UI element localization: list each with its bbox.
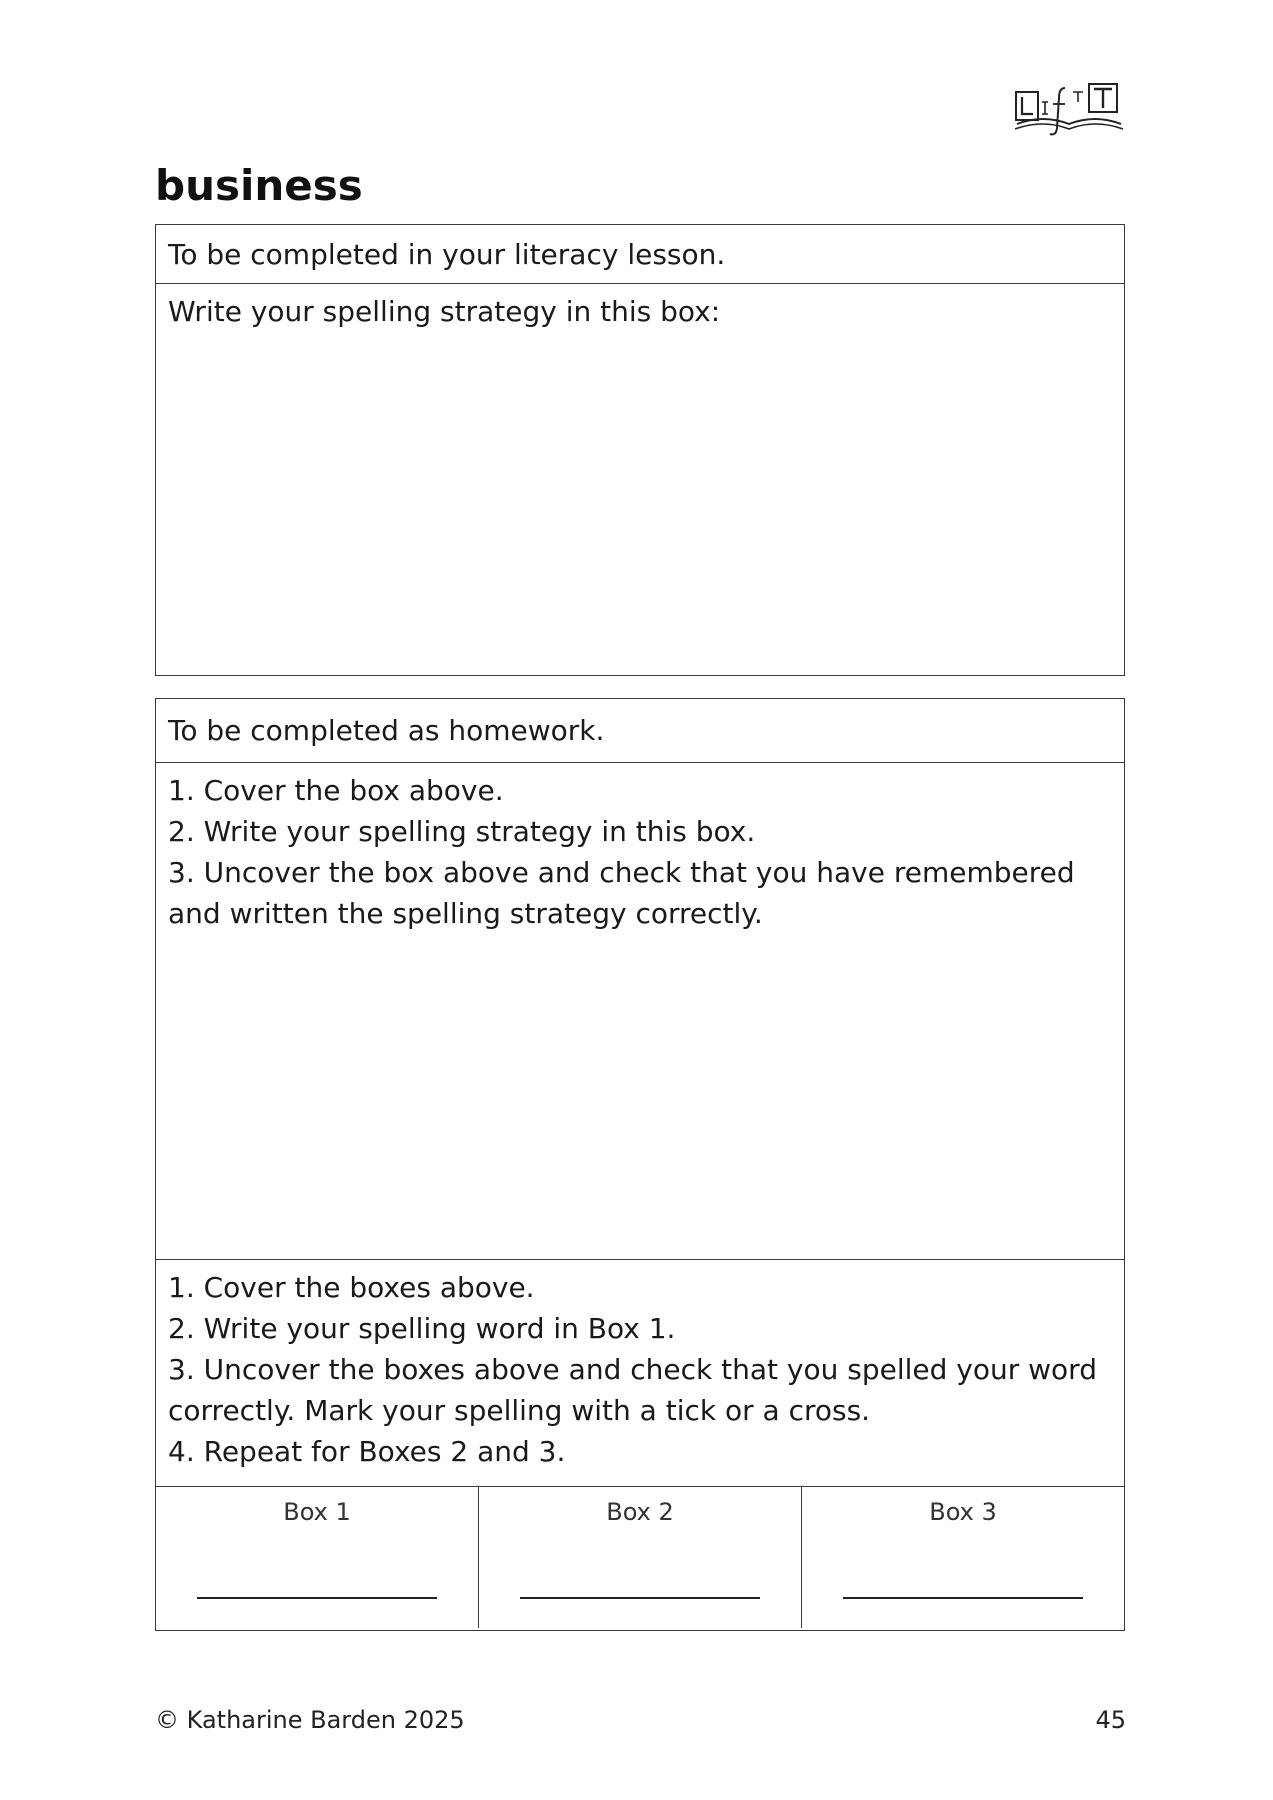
page-number: 45 — [1095, 1706, 1126, 1734]
page-title: business — [155, 161, 363, 210]
lifft-logo — [1013, 80, 1125, 140]
copyright-text: © Katharine Barden 2025 — [155, 1706, 465, 1734]
answer-writing-line[interactable] — [520, 1597, 760, 1599]
answer-box-label: Box 3 — [929, 1498, 997, 1526]
strategy-prompt: Write your spelling strategy in this box: — [168, 295, 721, 328]
strategy-writing-area[interactable] — [156, 284, 1124, 332]
lesson-box — [155, 224, 1125, 676]
answer-boxes-row — [156, 1487, 1124, 1628]
spelling-step: 1. Cover the boxes above. — [168, 1271, 535, 1304]
spelling-step: 4. Repeat for Boxes 2 and 3. — [168, 1435, 566, 1468]
lesson-header: To be completed in your literacy lesson. — [156, 225, 1124, 284]
open-book-logo-icon — [1013, 80, 1125, 140]
homework-box — [155, 698, 1125, 1631]
spelling-step: 3. Uncover the boxes above and check that you spelled your word correctly. Mark your spelling with a tick or a cross. — [168, 1353, 1097, 1427]
strategy-recall-area[interactable] — [156, 763, 1124, 1260]
answer-box-1[interactable] — [156, 1487, 479, 1628]
answer-box-3[interactable] — [802, 1487, 1124, 1628]
answer-box-label: Box 2 — [606, 1498, 674, 1526]
homework-header: To be completed as homework. — [156, 699, 1124, 763]
strategy-step: 3. Uncover the box above and check that you have remembered and written the spelling strategy correctly. — [168, 856, 1075, 930]
answer-box-2[interactable] — [479, 1487, 802, 1628]
spelling-step: 2. Write your spelling word in Box 1. — [168, 1312, 676, 1345]
answer-writing-line[interactable] — [843, 1597, 1083, 1599]
strategy-step: 2. Write your spelling strategy in this box. — [168, 815, 756, 848]
answer-writing-line[interactable] — [197, 1597, 437, 1599]
strategy-step: 1. Cover the box above. — [168, 774, 504, 807]
answer-box-label: Box 1 — [283, 1498, 351, 1526]
spelling-instructions — [156, 1260, 1124, 1487]
